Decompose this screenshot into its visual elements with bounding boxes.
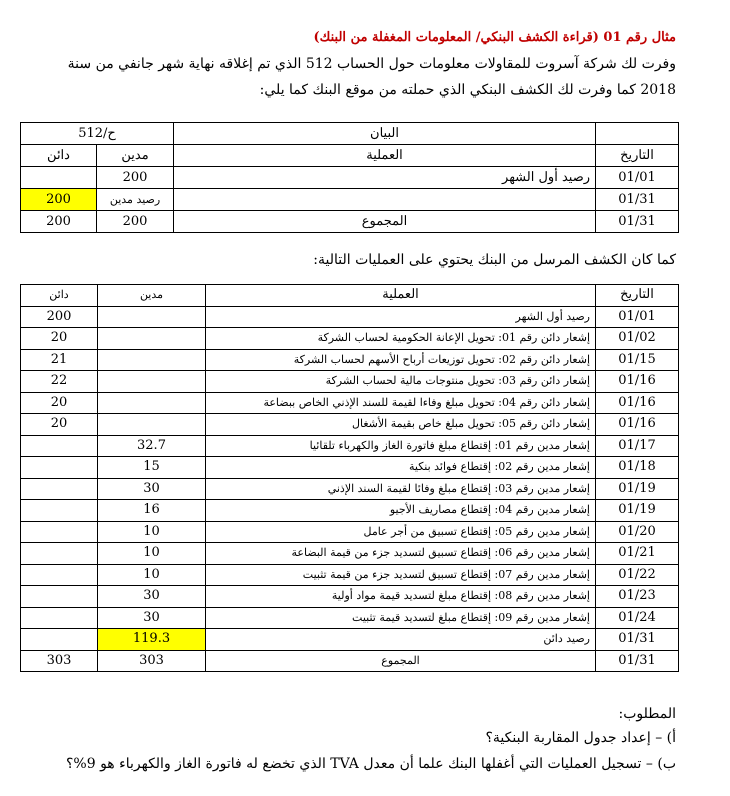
table-row	[21, 586, 679, 608]
date-cell: 01/22	[596, 564, 679, 586]
table-row	[21, 189, 679, 211]
operation-cell: رصيد دائن	[206, 629, 596, 651]
col-credit-header: دائن	[21, 145, 97, 167]
col-operation-header: العملية	[206, 285, 596, 307]
credit-cell: 200	[21, 306, 98, 328]
date-cell: 01/20	[596, 521, 679, 543]
table-row	[21, 478, 679, 500]
col-credit-header: دائن	[21, 285, 98, 307]
col-debit-header: مدين	[97, 145, 174, 167]
statement-header: البيان	[174, 123, 596, 145]
date-cell: 01/31	[596, 211, 679, 233]
date-cell: 01/23	[596, 586, 679, 608]
account-512-table	[20, 122, 679, 233]
debit-cell: رصيد مدين	[97, 189, 174, 211]
operation-cell: إشعار مدين رقم 02: إقتطاع فوائد بنكية	[206, 457, 596, 479]
empty-header-cell	[596, 123, 679, 145]
debit-cell: 16	[98, 500, 206, 522]
operation-cell: رصيد أول الشهر	[206, 306, 596, 328]
date-cell: 01/02	[596, 328, 679, 350]
credit-balance-cell: 200	[21, 189, 97, 211]
operation-cell: إشعار دائن رقم 05: تحويل مبلغ خاص بقيمة الأشغال	[206, 414, 596, 436]
credit-cell: 200	[21, 211, 97, 233]
operation-cell: إشعار دائن رقم 03: تحويل منتوجات مالية لحساب الشركة	[206, 371, 596, 393]
credit-cell	[21, 435, 98, 457]
col-date-header: التاريخ	[596, 145, 679, 167]
table-row	[21, 607, 679, 629]
debit-cell: 10	[98, 521, 206, 543]
example-title: مثال رقم 01 (قراءة الكشف البنكي/ المعلومات المغفلة من البنك)	[313, 30, 676, 45]
col-operation-header: العملية	[174, 145, 596, 167]
debit-cell: 10	[98, 543, 206, 565]
debit-cell	[98, 414, 206, 436]
date-cell: 01/17	[596, 435, 679, 457]
operation-cell: إشعار مدين رقم 04: إقتطاع مصاريف الأجيو	[206, 500, 596, 522]
table-row	[21, 457, 679, 479]
credit-cell	[21, 167, 97, 189]
intro-line-2: 2018 كما وفرت لك الكشف البنكي الذي حملته من موقع البنك كما يلي:	[259, 82, 676, 98]
table-row	[21, 328, 679, 350]
total-label-cell: المجموع	[174, 211, 596, 233]
date-cell: 01/19	[596, 500, 679, 522]
table-row	[21, 543, 679, 565]
table-row	[21, 564, 679, 586]
date-cell: 01/15	[596, 349, 679, 371]
debit-cell	[98, 371, 206, 393]
credit-cell	[21, 607, 98, 629]
operation-cell: إشعار مدين رقم 09: إقتطاع مبلغ لتسديد قيمة تثبيت	[206, 607, 596, 629]
table-row	[21, 500, 679, 522]
required-title: المطلوب:	[618, 706, 676, 722]
requirement-a: أ) – إعداد جدول المقاربة البنكية؟	[485, 730, 676, 746]
credit-cell	[21, 478, 98, 500]
table-row	[21, 414, 679, 436]
debit-cell	[98, 392, 206, 414]
table-row	[21, 521, 679, 543]
operation-cell: إشعار مدين رقم 08: إقتطاع مبلغ لتسديد قيمة مواد أولية	[206, 586, 596, 608]
statement-rows	[21, 306, 679, 672]
table-row	[21, 306, 679, 328]
credit-cell: 20	[21, 414, 98, 436]
date-cell: 01/24	[596, 607, 679, 629]
debit-cell: 303	[98, 650, 206, 672]
debit-cell: 30	[98, 586, 206, 608]
credit-cell	[21, 521, 98, 543]
total-label-cell: المجموع	[206, 650, 596, 672]
date-cell: 01/16	[596, 371, 679, 393]
date-cell: 01/16	[596, 392, 679, 414]
account-label: ح/512	[21, 123, 174, 145]
table-row	[21, 650, 679, 672]
debit-cell: 30	[98, 478, 206, 500]
debit-cell: 10	[98, 564, 206, 586]
col-debit-header: مدين	[98, 285, 206, 307]
operation-cell: إشعار دائن رقم 01: تحويل الإعانة الحكومية لحساب الشركة	[206, 328, 596, 350]
table-row	[21, 629, 679, 651]
operation-cell: إشعار مدين رقم 05: إقتطاع تسبيق من أجر عامل	[206, 521, 596, 543]
credit-cell	[21, 500, 98, 522]
table-row	[21, 371, 679, 393]
credit-cell: 20	[21, 392, 98, 414]
table-row	[21, 435, 679, 457]
intro-line-1: وفرت لك شركة آسروت للمقاولات معلومات حول الحساب 512 الذي تم إغلاقه نهاية شهر جانفي من سنة	[67, 56, 676, 72]
table-row	[21, 211, 679, 233]
date-cell: 01/19	[596, 478, 679, 500]
date-cell: 01/01	[596, 306, 679, 328]
debit-cell	[98, 306, 206, 328]
credit-cell: 21	[21, 349, 98, 371]
statement-intro: كما كان الكشف المرسل من البنك يحتوي على العمليات التالية:	[313, 252, 676, 268]
operation-cell	[174, 189, 596, 211]
date-cell: 01/31	[596, 189, 679, 211]
debit-cell: 30	[98, 607, 206, 629]
debit-cell: 32.7	[98, 435, 206, 457]
date-cell: 01/18	[596, 457, 679, 479]
operation-cell: إشعار مدين رقم 06: إقتطاع تسبيق لتسديد جزء من قيمة البضاعة	[206, 543, 596, 565]
date-cell: 01/16	[596, 414, 679, 436]
date-cell: 01/31	[596, 629, 679, 651]
bank-statement-table	[20, 284, 679, 672]
operation-cell: إشعار مدين رقم 03: إقتطاع مبلغ وفائا لقيمة السند الإذني	[206, 478, 596, 500]
debit-cell	[98, 349, 206, 371]
date-cell: 01/31	[596, 650, 679, 672]
debit-cell	[98, 328, 206, 350]
credit-cell: 20	[21, 328, 98, 350]
col-date-header: التاريخ	[596, 285, 679, 307]
operation-cell: رصيد أول الشهر	[174, 167, 596, 189]
table-row	[21, 167, 679, 189]
table-row	[21, 392, 679, 414]
credit-cell	[21, 564, 98, 586]
operation-cell: إشعار مدين رقم 01: إقتطاع مبلغ فاتورة الغاز والكهرباء تلقائيا	[206, 435, 596, 457]
date-cell: 01/01	[596, 167, 679, 189]
operation-cell: إشعار دائن رقم 04: تحويل مبلغ وفاءا لقيمة للسند الإذني الخاص ببضاعة	[206, 392, 596, 414]
credit-cell: 303	[21, 650, 98, 672]
credit-cell: 22	[21, 371, 98, 393]
credit-cell	[21, 543, 98, 565]
date-cell: 01/21	[596, 543, 679, 565]
table-row	[21, 349, 679, 371]
credit-cell	[21, 586, 98, 608]
debit-cell: 15	[98, 457, 206, 479]
credit-cell	[21, 629, 98, 651]
debit-cell: 200	[97, 167, 174, 189]
debit-cell: 200	[97, 211, 174, 233]
requirement-b: ب) – تسجيل العمليات التي أغفلها البنك علما أن معدل TVA الذي تخضع له فاتورة الغاز والكهرباء هو 9%؟	[65, 756, 676, 772]
credit-cell	[21, 457, 98, 479]
debit-balance-cell: 119.3	[98, 629, 206, 651]
operation-cell: إشعار دائن رقم 02: تحويل توزيعات أرباح الأسهم لحساب الشركة	[206, 349, 596, 371]
operation-cell: إشعار مدين رقم 07: إقتطاع تسبيق لتسديد جزء من قيمة تثبيت	[206, 564, 596, 586]
